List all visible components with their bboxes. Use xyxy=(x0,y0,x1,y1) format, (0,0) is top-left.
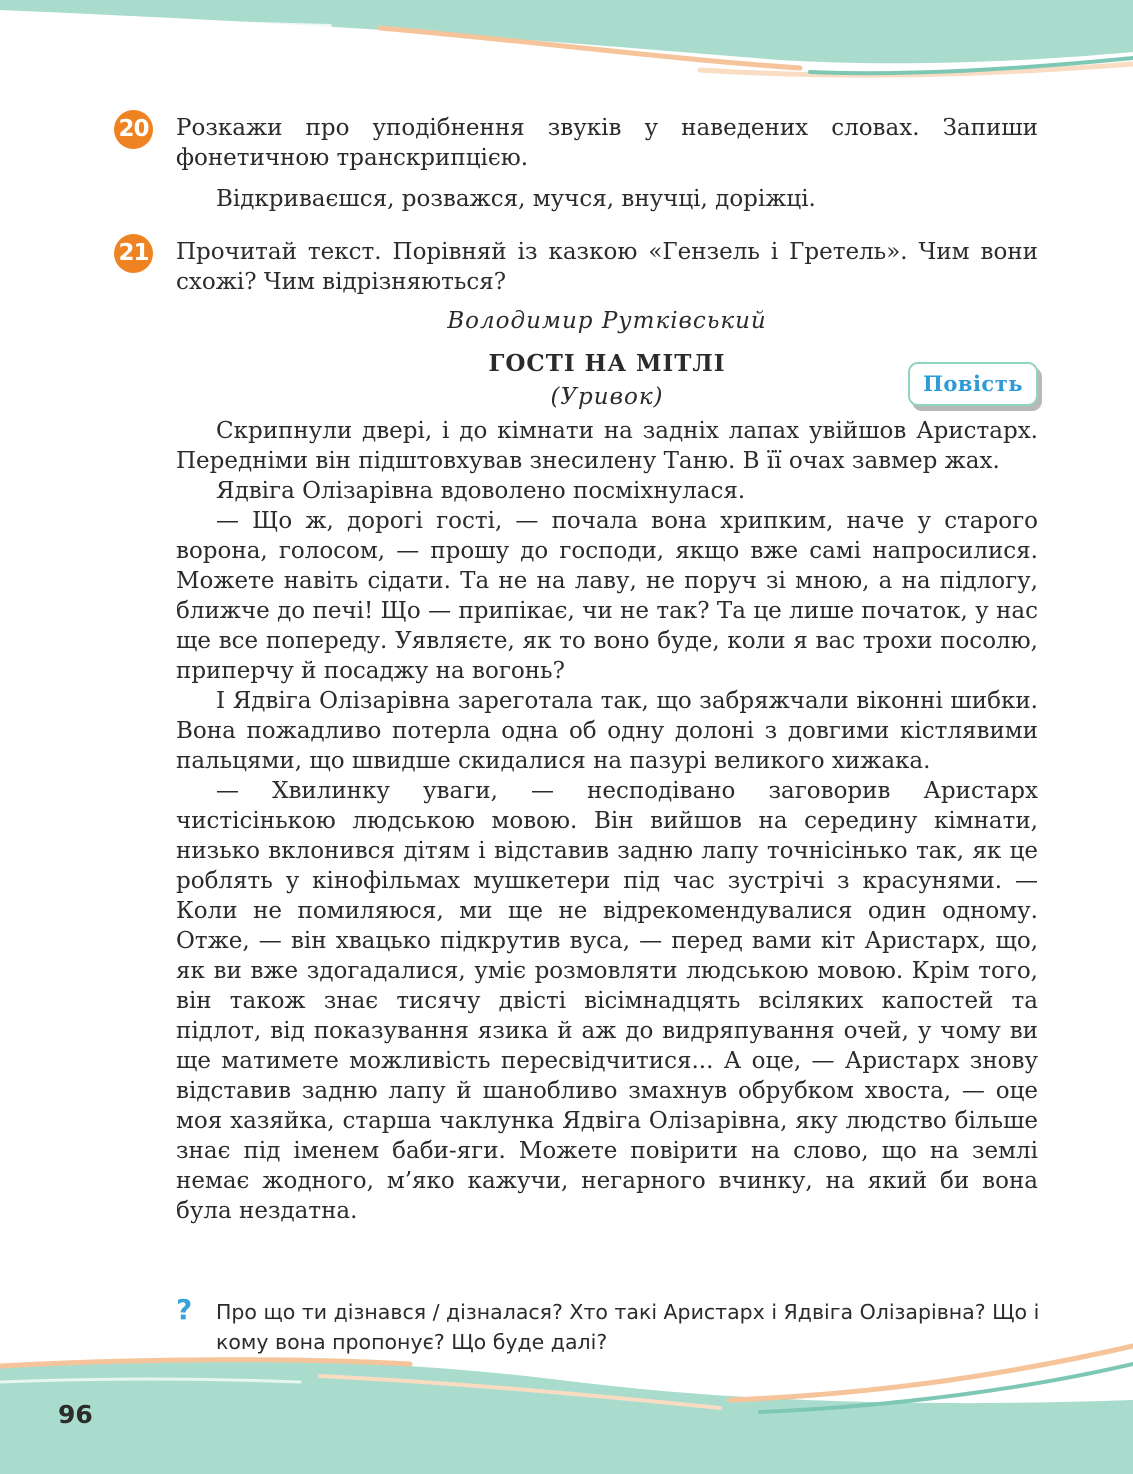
story-paragraph: Ядвіга Олізарівна вдоволено посміхнулася. xyxy=(216,478,746,504)
task-number-20: 20 xyxy=(114,110,153,149)
story-title: ГОСТІ НА МІТЛІ xyxy=(488,350,726,377)
task-20-words: Відкриваєшся, розважся, мучся, внучці, доріжці. xyxy=(216,186,816,212)
task-number-21: 21 xyxy=(114,234,153,273)
story-paragraph: І Ядвіга Олізарівна зареготала так, що забряжчали віконні шибки. Вона пожадливо потерла одна об одну долоні з довгими кістлявими пальцями, що швидше скидалися на пазурі великого хижака. xyxy=(176,688,1038,774)
story-paragraph: — Хвилинку уваги, — несподівано заговорив Аристарх чистісінькою людською мовою. Він вийшов на середину кімнати, низько вклонився дітям і відставив задню лапу точнісінько так, як це роблять у кінофільмах мушкетери під час зустрічі з красунями. — Коли не помиляюся, ми ще не відрекомендувалися один одному. Отже, — він хвацько підкрутив вуса, — перед вами кіт Аристарх, що, як ви вже здогадалися, уміє розмовляти людською мовою. Крім того, він також знає тисячу двісті вісімнадцять всіляких капостей та підлот, від показування язика й аж до видряпування очей, у чому ви ще матимете можливість пересвідчитися... А оце, — Аристарх знову відставив задню лапу й шанобливо змахнув обрубком хвоста, — оце моя хазяйка, старша чаклунка Ядвіга Олізарівна, яку людство більше знає під іменем баби-яги. Можете повірити на слово, що на землі немає жодного, м’яко кажучи, негарного вчинку, на який би вона була нездатна. xyxy=(176,778,1038,1224)
question-mark-icon: ? xyxy=(176,1293,193,1326)
bottom-wave-decoration xyxy=(0,1324,1133,1474)
story-paragraph: — Що ж, дорогі гості, — почала вона хрипким, наче у старого ворона, голосом, — прошу до господи, якщо вже самі напросилися. Можете навіть сідати. Та не на лаву, не поруч зі мною, а на підлогу, ближче до печі! Що — припікає, чи не так? Та це лише початок, у нас ще все попереду. Уявляєте, як то воно буде, коли я вас трохи посолю, приперчу й посаджу на вогонь? xyxy=(176,508,1038,684)
story-paragraph: Скрипнули двері, і до кімнати на задніх лапах увійшов Аристарх. Передніми він підштовхував знесилену Таню. В її очах завмер жах. xyxy=(176,418,1038,474)
page-number: 96 xyxy=(58,1400,93,1429)
task-20-instruction: Розкажи про уподібнення звуків у наведених словах. Запиши фонетичною транскрипцією. xyxy=(176,115,1038,171)
story-author: Володимир Рутківський xyxy=(447,308,767,334)
story-text xyxy=(176,416,1038,1226)
story-subtitle: (Уривок) xyxy=(550,384,664,410)
discussion-question: Про що ти дізнався / дізналася? Хто такі Аристарх і Ядвіга Олізарівна? Що і кому вона пропонує? Що буде далі? xyxy=(216,1300,1040,1354)
top-wave-decoration xyxy=(0,0,1133,90)
genre-badge: Повість xyxy=(908,362,1038,406)
task-21-instruction: Прочитай текст. Порівняй із казкою «Гензель і Гретель». Чим вони схожі? Чим відрізняються? xyxy=(176,239,1038,295)
